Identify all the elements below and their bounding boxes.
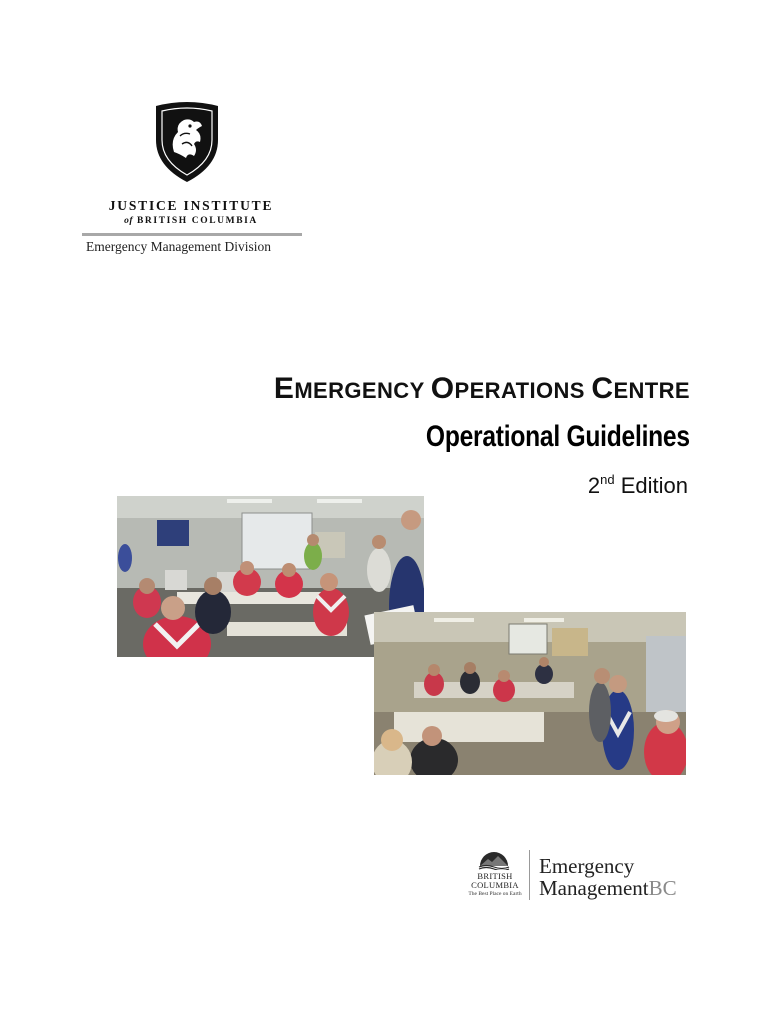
griffin-shield-icon	[152, 100, 222, 184]
edition-label: 2nd Edition	[587, 472, 688, 498]
bc-sun-mountain-icon	[478, 850, 510, 870]
document-title: EMERGENCY OPERATIONS CENTRE	[273, 372, 690, 405]
bc-name-line1: BRITISH	[477, 871, 513, 881]
bc-name-line2: COLUMBIA	[471, 880, 519, 890]
document-subtitle: Operational Guidelines	[426, 420, 690, 453]
jibc-divider	[82, 233, 302, 236]
embc-word-emergency: Emergency	[539, 854, 635, 878]
embc-separator	[529, 850, 530, 900]
embc-logo	[466, 848, 688, 904]
bc-logo	[466, 848, 524, 902]
jibc-logo	[80, 100, 302, 260]
embc-word-management: ManagementBC	[539, 876, 677, 900]
jibc-title: JUSTICE INSTITUTE	[108, 198, 274, 213]
jibc-division-name: Emergency Management Division	[86, 239, 271, 254]
eoc-training-photo-2	[374, 612, 686, 775]
jibc-subtitle: of BRITISH COLUMBIA	[124, 216, 258, 226]
bc-tagline: The Best Place on Earth	[468, 891, 522, 897]
